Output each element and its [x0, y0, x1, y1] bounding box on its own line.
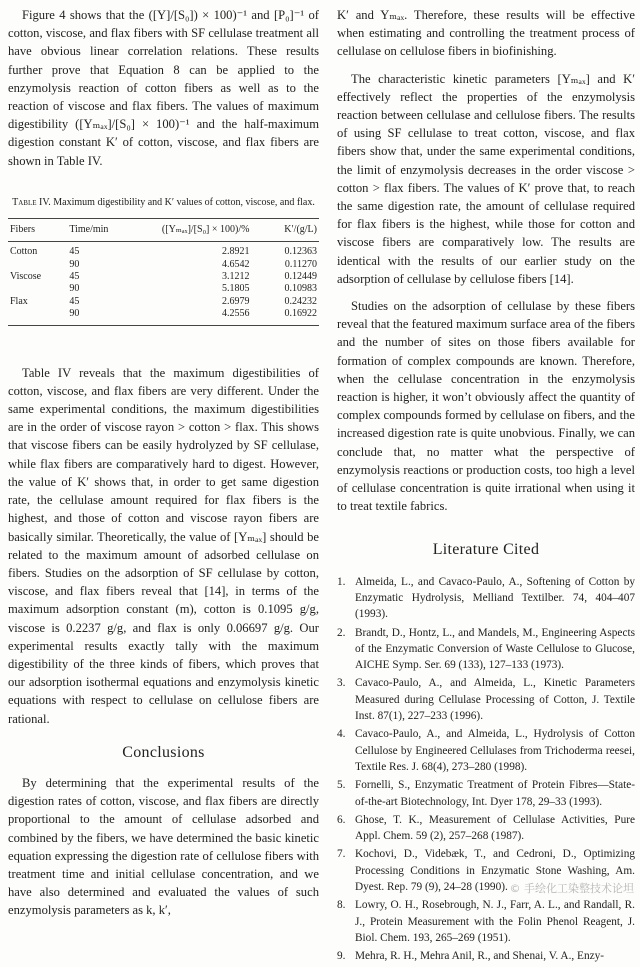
table-cell: 90: [69, 258, 80, 270]
table-cell: 0.12449: [284, 271, 317, 283]
table-cell: Flax: [10, 295, 28, 307]
column-header-digestibility: ([Yₘₐₓ]/[S₀] × 100)/%: [127, 218, 271, 241]
reference-item: [337, 625, 635, 674]
reference-item: [337, 726, 635, 775]
paragraph-kinetic-parameters: The characteristic kinetic parameters [Yₘₐₓ] and K′ effectively reflect the properties of the enzymolysis reaction between cellulase and cellulose fibers. The results of using SF cellulase to treat cotton, viscose, and flax fibers show that, under the same experimental conditions, the limit of enzymolysis decreases in the order viscose > cotton > flax fibers. The values of K′ prove that, to reach the same digestion rate, the amount of cellulase required for flax fibers is the highest, while those for cotton and viscose fibers are comparatively low. The results are identical with the results of our earlier study on the adsorption of cellulase by cellulose fibers [14].: [337, 71, 635, 286]
table-row: [8, 308, 319, 325]
reference-number: 3.: [337, 677, 346, 690]
reference-item: [337, 812, 635, 845]
table-row: [8, 242, 319, 259]
table-row: [8, 259, 319, 271]
table-cell: 0.16922: [271, 308, 319, 325]
reference-number: 6.: [337, 813, 346, 826]
paragraph-adsorption-studies: Studies on the adsorption of cellulase by these fibers reveal that the featured maximum surface area of the fibers and the number of sites on those fibers available for formation of complex compounds are known. Therefore, when the cellulase concentration in the enzymolysis reaction is higher, it won’t obviously affect the quantity of complex compounds formed by cellulase on fibers, and the increased digestion rate is quite unobvious. Finally, we can conclude that, no matter what the perspective of enzymolysis reactions or production costs, too high a level of cellulase concentration is quite irrational when using it to treat textile fabrics.: [337, 299, 635, 514]
column-header-fibers: Fibers: [8, 218, 53, 241]
table-iv: [8, 196, 319, 326]
reference-text: Cavaco-Paulo, A., and Almeida, L., Kinetic Parameters Measured during Cellulase Processing of Cotton, J. Textile Inst. 87(1), 227–233 (1996).: [355, 677, 635, 723]
table-cell: 0.10983: [284, 283, 317, 295]
table-cell: 45: [69, 295, 80, 307]
table-cell: 0.24232: [284, 295, 317, 307]
reference-text: Lowry, O. H., Rosebrough, N. J., Farr, A. L., and Randall, R. J., Protein Measurement with the Folin Phenol Reagent, J. Biol. Chem. 193, 265–269 (1951).: [355, 899, 635, 944]
table-cell: 45: [69, 246, 80, 258]
reference-number: 1.: [337, 575, 346, 588]
right-column: [337, 6, 635, 967]
table-row: [8, 296, 319, 308]
table-cell: 4.2556: [127, 308, 271, 325]
reference-text: Almeida, L., and Cavaco-Paulo, A., Softening of Cotton by Enzymatic Hydrolysis, Melliand Textilber. 74, 404–407 (1993).: [355, 575, 635, 621]
section-heading-literature-cited: Literature Cited: [432, 541, 540, 559]
paragraph-conclusions: By determining that the experimental results of the digestion rates of cotton, viscose, and flax fibers are directly proportional to the amount of cellulase adsorbed and combined by the fibers, we have determined the basic kinetic equation expressing the digestion rate of cellulose fibers with treatment time and initial cellulase concentration, and we have also determined and evaluated the values of such enzymolysis parameters as k, k′,: [8, 775, 319, 918]
reference-text: Ghose, T. K., Measurement of Cellulase Activities, Pure Appl. Chem. 59 (2), 257–268 (1987).: [355, 813, 635, 843]
table-cell: 2.6979: [221, 295, 250, 307]
table-cell: [8, 283, 53, 295]
table-cell: 5.1805: [221, 283, 250, 295]
data-table: [8, 218, 319, 326]
section-heading-conclusions: Conclusions: [122, 743, 205, 761]
paragraph-table-discussion: Table IV reveals that the maximum digestibilities of cotton, viscose, and flax fibers are very different. Under the same experimental conditions, the maximum digestibilities are in the order of viscose rayon > cotton > flax. This shows that viscose fibers can be easily hydrolyzed by SF cellulase, while flax fibers are comparatively hard to digest. However, the value of K′ shows that, in order to get same digestion rate, the cellulase amount required for flax fibers is the highest, and those of cotton and viscose rayon fibers are basically similar. Theoretically, the value of [Yₘₐₓ] should be related to the maximum amount of adsorbed cellulase on fibers. Studies on the adsorption of SF cellulase by cotton, viscose, and flax fibers reveal that [14], in terms of the maximum adsorption constant (m), cotton is 0.1095 g/g, viscose is 0.2237 g/g, and flax is only 0.06697 g/g. Our experimental results exactly tally with the maximum digestibility of the three kinds of fibers, which proves that our adsorption isothermal equations and enzymolysis kinetic equations with respect to cellulase on cellulose fibers are rational.: [8, 365, 319, 726]
table-cell: 90: [53, 308, 127, 325]
reference-text: Fornelli, S., Enzymatic Treatment of Protein Fibres—State-of-the-art Biotechnology, Int. Dyer 178, 29–33 (1993).: [355, 779, 635, 808]
reference-number: 7.: [337, 848, 346, 861]
reference-item: [337, 675, 635, 724]
table-cell: 0.12363: [284, 246, 317, 258]
column-header-k-prime: K′/(g/L): [271, 218, 319, 241]
reference-text: Brandt, D., Hontz, L., and Mandels, M., Engineering Aspects of the Enzymatic Conversion of Waste Cellulose to Glucose, AICHE Symp. Ser. 69 (133), 127–133 (1973).: [355, 626, 635, 672]
table-cell: 0.11270: [284, 258, 317, 270]
table-caption: [8, 196, 319, 209]
reference-list: [337, 574, 635, 965]
table-caption-label: Table IV.: [12, 196, 51, 208]
reference-number: 4.: [337, 728, 346, 741]
table-row: [8, 283, 319, 295]
column-header-time: Time/min: [53, 218, 127, 241]
reference-number: 2.: [337, 626, 346, 639]
table-header-row: [8, 218, 319, 241]
paragraph-figure4: Figure 4 shows that the ([Y]/[S₀]) × 100)⁻¹ and [P₀]⁻¹ of cotton, viscose, and flax fibers with SF cellulase treatment all have obvious linear correlation relations. These results further prove that Equation 8 can be applied to the enzymolysis reaction of cotton fibers as well as to the reaction of viscose and flax fibers. The values of maximum digestibility ([Yₘₐₓ]/[S₀] × 100)⁻¹ and the half-maximum digestion constant K′ of cotton, viscose, and flax fibers are shown in Table IV.: [8, 8, 319, 168]
table-cell: 2.8921: [221, 246, 250, 258]
table-row: [8, 271, 319, 283]
reference-item: [337, 777, 635, 810]
table-cell: 4.6542: [221, 258, 250, 270]
table-cell: Viscose: [10, 271, 42, 283]
reference-text: Cavaco-Paulo, A., and Almeida, L., Hydrolysis of Cotton Cellulose by Engineered Cellulases from Trichoderma reesei, Textile Res. J. 68(4), 273–280 (1998).: [355, 728, 635, 773]
watermark: © 手绘化工染整技术论坦: [509, 882, 634, 895]
paragraph-conclusions-continued: K′ and Yₘₐₓ. Therefore, these results will be effective when estimating and controlling the treatment process of cellulase on cellulose fibers in biofinishing.: [337, 8, 635, 59]
reference-item: [337, 574, 635, 623]
table-cell: 45: [69, 271, 80, 283]
reference-item: [337, 948, 635, 964]
table-caption-text: Maximum digestibility and K′ values of cotton, viscose, and flax.: [53, 196, 315, 208]
table-cell: Cotton: [10, 246, 38, 258]
table-cell: 90: [69, 283, 80, 295]
table-cell: [8, 259, 53, 271]
table-cell: 3.1212: [221, 271, 250, 283]
reference-text: Kochovi, D., Videbæk, T., and Cedroni, D., Optimizing Processing Conditions in Enzymatic Stone Washing, Am. Dyest. Rep. 79 (9), 24–28 (1990).: [355, 848, 635, 894]
left-column: [8, 6, 319, 920]
reference-item: [337, 897, 635, 946]
reference-text: Mehra, R. H., Mehra Anil, R., and Shenai, V. A., Enzy-: [355, 950, 605, 963]
reference-number: 5.: [337, 779, 346, 792]
reference-number: 9.: [337, 950, 346, 963]
reference-number: 8.: [337, 899, 346, 912]
table-cell: [8, 308, 53, 325]
